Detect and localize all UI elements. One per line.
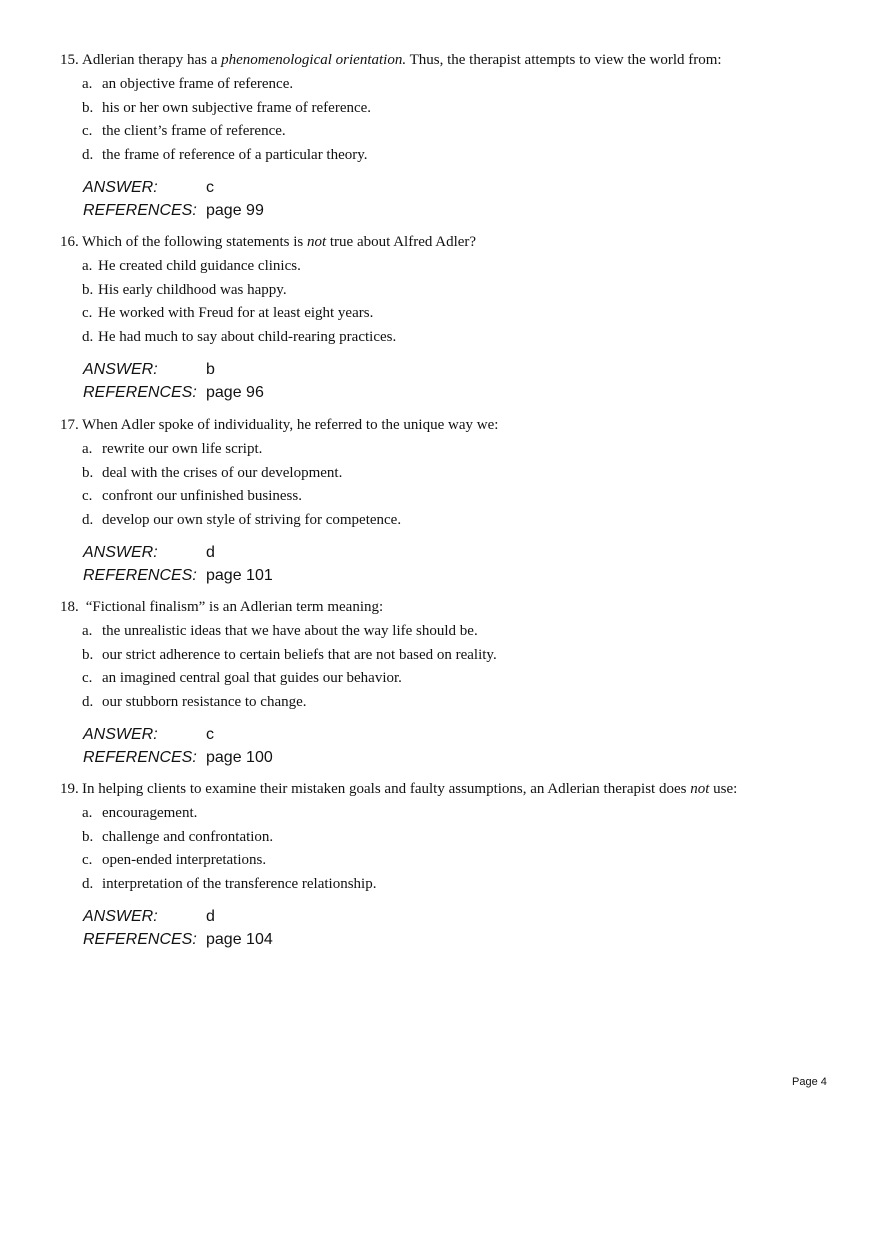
option-letter: a. [82,441,93,457]
option-letter: d. [82,511,94,528]
option-c [82,849,850,873]
option-text: He worked with Freud for at least eight years. [98,305,374,321]
question-17 [60,416,850,587]
answer-label: ANSWER: [83,908,158,925]
question-16 [60,233,850,404]
answer-label: ANSWER: [83,361,158,378]
option-letter: c. [82,852,93,868]
answer-row [83,906,850,929]
references-row [83,382,850,405]
stem-text: Adlerian therapy has a [82,52,222,68]
option-letter: c. [82,123,93,139]
option-text: the unrealistic ideas that we have about the way life should be. [102,623,478,639]
page-number: Page 4 [792,1076,827,1088]
question-18 [60,598,850,769]
option-d [82,326,850,350]
option-text: an objective frame of reference. [102,76,294,92]
option-letter: b. [82,281,94,298]
option-text: the frame of reference of a particular theory. [102,146,368,163]
references-label: REFERENCES: [83,748,197,766]
option-text: an imagined central goal that guides our behavior. [102,670,402,686]
answer-block [83,542,850,587]
option-text: encouragement. [102,805,198,821]
option-letter: a. [82,258,93,274]
answer-row [83,177,850,200]
option-text: confront our unfinished business. [102,488,302,504]
stem-emphasis: phenomenological orientation. [221,52,407,68]
option-text: his or her own subjective frame of reference. [102,99,372,116]
answer-value: d [206,544,215,561]
references-label: REFERENCES: [83,566,197,584]
answer-block [83,724,850,769]
answer-label: ANSWER: [83,726,158,743]
option-d [82,144,850,168]
option-list [82,802,850,896]
question-stem [60,233,850,252]
option-letter: d. [82,328,94,345]
option-letter: d. [82,875,94,892]
stem-text-end: use: [709,781,738,797]
option-d [82,873,850,897]
option-text: His early childhood was happy. [98,281,287,298]
answer-value: c [206,179,214,196]
stem-text: “Fictional finalism” is an Adlerian term meaning: [82,599,384,615]
answer-block [83,906,850,951]
references-value: page 104 [206,930,273,948]
question-number: 18. [60,599,79,615]
option-text: develop our own style of striving for competence. [102,511,402,528]
references-label: REFERENCES: [83,383,197,401]
option-text: interpretation of the transference relationship. [102,875,377,892]
question-number: 16. [60,234,79,250]
stem-text-end: Thus, the therapist attempts to view the world from: [406,52,722,68]
option-a [82,620,850,644]
option-list [82,255,850,349]
references-value: page 99 [206,201,264,219]
option-letter: c. [82,670,93,686]
answer-value: c [206,726,214,743]
option-b [82,826,850,850]
option-letter: a. [82,623,93,639]
option-b [82,279,850,303]
answer-row [83,542,850,565]
option-letter: a. [82,805,93,821]
option-letter: c. [82,305,93,321]
option-text: rewrite our own life script. [102,441,263,457]
option-a [82,73,850,97]
question-stem [60,780,850,799]
question-number: 19. [60,781,79,797]
option-text: open-ended interpretations. [102,852,267,868]
references-label: REFERENCES: [83,930,197,948]
option-d [82,509,850,533]
answer-row [83,359,850,382]
references-row [83,200,850,223]
answer-label: ANSWER: [83,544,158,561]
question-15 [60,51,850,222]
answer-block [83,359,850,404]
references-row [83,747,850,770]
option-letter: d. [82,146,94,163]
answer-row [83,724,850,747]
option-text: He created child guidance clinics. [98,258,301,274]
references-label: REFERENCES: [83,201,197,219]
question-number: 15. [60,52,79,68]
answer-block [83,177,850,222]
option-a [82,438,850,462]
references-row [83,929,850,952]
option-b [82,462,850,486]
stem-text: When Adler spoke of individuality, he referred to the unique way we: [82,417,499,433]
answer-label: ANSWER: [83,179,158,196]
option-text: He had much to say about child-rearing practices. [98,328,397,345]
question-19 [60,780,850,951]
option-letter: b. [82,99,94,116]
option-letter: a. [82,76,93,92]
option-letter: d. [82,693,94,710]
stem-emphasis: not [306,234,327,250]
option-c [82,667,850,691]
option-c [82,120,850,144]
stem-text: Which of the following statements is [82,234,307,250]
option-letter: b. [82,646,94,663]
stem-text-end: true about Alfred Adler? [326,234,477,250]
question-stem [60,598,850,617]
option-text: our strict adherence to certain beliefs that are not based on reality. [102,646,497,663]
option-text: challenge and confrontation. [102,828,274,845]
question-stem [60,51,850,70]
references-row [83,565,850,588]
option-text: our stubborn resistance to change. [102,693,307,710]
option-d [82,691,850,715]
option-text: deal with the crises of our development. [102,464,343,481]
option-b [82,97,850,121]
option-text: the client’s frame of reference. [102,123,286,139]
option-c [82,302,850,326]
stem-emphasis: not [690,781,710,797]
option-a [82,255,850,279]
question-number: 17. [60,417,79,433]
answer-value: b [206,361,215,378]
question-stem [60,416,850,435]
option-list [82,438,850,532]
option-letter: b. [82,464,94,481]
option-letter: b. [82,828,94,845]
option-letter: c. [82,488,93,504]
option-list [82,73,850,167]
option-list [82,620,850,714]
stem-text: In helping clients to examine their mistaken goals and faulty assumptions, an Adlerian therapist does [82,781,691,797]
option-b [82,644,850,668]
references-value: page 96 [206,383,264,401]
references-value: page 100 [206,748,273,766]
answer-value: d [206,908,215,925]
references-value: page 101 [206,566,273,584]
option-a [82,802,850,826]
option-c [82,485,850,509]
